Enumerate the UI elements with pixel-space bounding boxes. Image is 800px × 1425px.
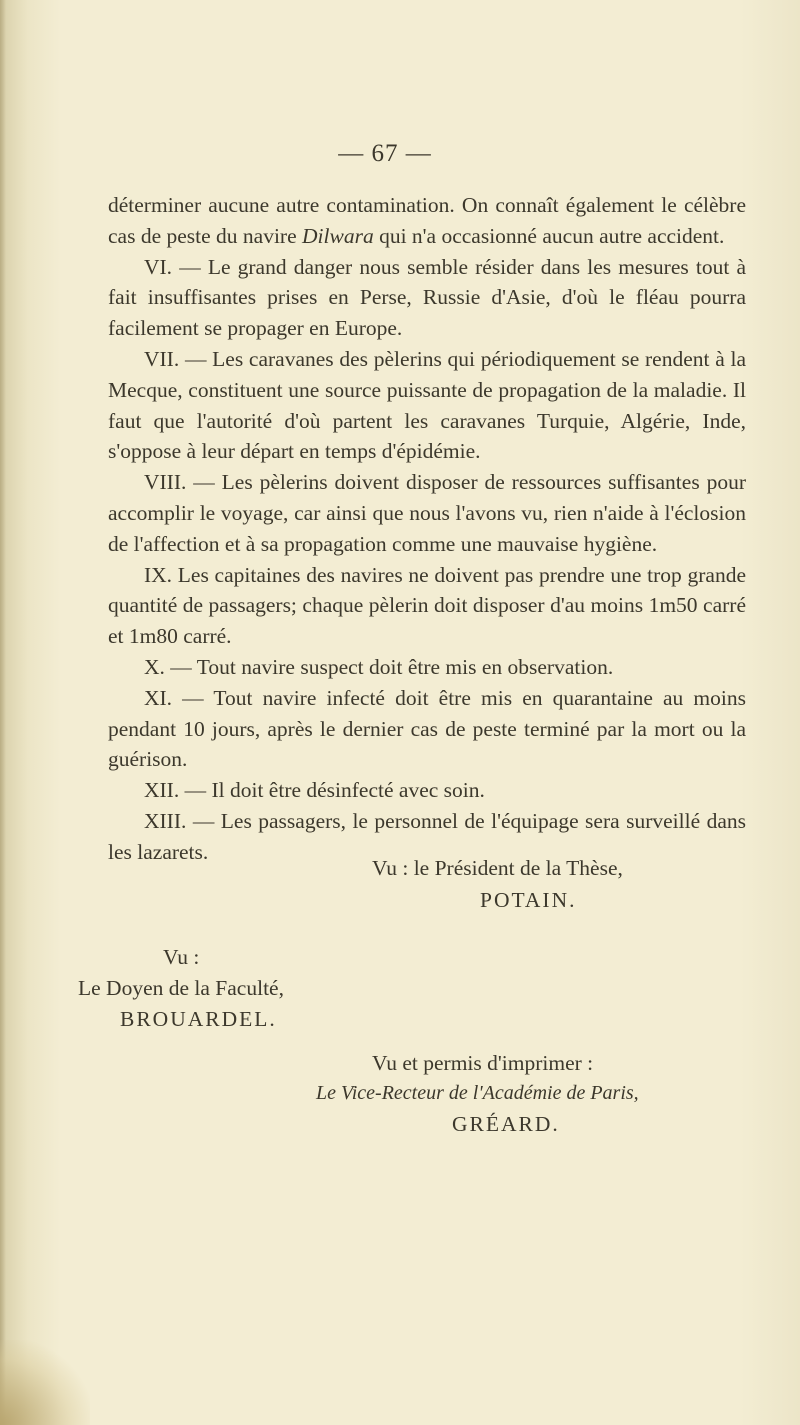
paragraph-vii: VII. — Les caravanes des pèlerins qui périodiquement se rendent à la Mecque, constituent une source puissante de propagation de la maladie. Il faut que l'autorité d'où partent les caravanes Turquie, Algérie, Inde, s'oppose à leur départ en temps d'épidémie. — [108, 346, 746, 464]
body-text — [108, 190, 746, 868]
paragraph-ix: IX. Les capitaines des navires ne doivent pas prendre une trop grande quantité de passagers; chaque pèlerin doit disposer d'au moins 1m50 carré et 1m80 carré. — [108, 562, 746, 649]
print-permission: Vu et permis d'imprimer : — [372, 1051, 594, 1075]
doyen-title: Le Doyen de la Faculté, — [78, 976, 284, 1000]
president-name: POTAIN. — [480, 888, 577, 912]
paragraph-viii: VIII. — Les pèlerins doivent disposer de ressources suffisantes pour accomplir le voyage, car ainsi que nous l'avons vu, rien n'aide à l'éclosion de l'affection et à sa propagation comme une mauvaise hygiène. — [108, 470, 746, 556]
paragraph-xii: XII. — Il doit être désinfecté avec soin. — [144, 778, 485, 803]
page-number: — 67 — — [338, 140, 432, 167]
vice-recteur-name: GRÉARD. — [452, 1112, 560, 1136]
doyen-name: BROUARDEL. — [120, 1007, 277, 1031]
paragraph-xi: XI. — Tout navire infecté doit être mis en quarantaine au moins pendant 10 jours, après le dernier cas de peste terminé par la mort ou la guérison. — [108, 685, 746, 772]
paragraph-x: X. — Tout navire suspect doit être mis en observation. — [144, 654, 614, 679]
paragraph-tail: qui n'a occasionné aucun autre accident. — [373, 223, 725, 248]
paragraph-vi: VI. — Le grand danger nous semble résider dans les mesures tout à fait insuffisantes prises en Perse, Russie d'Asie, d'où le fléau pourra facilement se propager en Europe. — [108, 254, 746, 341]
president-approval: Vu : le Président de la Thèse, — [372, 856, 623, 880]
vice-recteur-title: Le Vice-Recteur de l'Académie de Paris, — [316, 1082, 639, 1104]
page-edge-shadow — [0, 0, 6, 1425]
paragraph-continuation — [108, 190, 746, 252]
doyen-vu: Vu : — [163, 945, 200, 969]
corner-stain — [0, 1340, 90, 1425]
ship-name: Dilwara — [302, 223, 374, 248]
paragraph-text: déterminer aucune autre contamination. On connaît également le célèbre cas de peste du navire — [108, 193, 746, 248]
paragraph-xiii: XIII. — Les passagers, le personnel de l'équipage sera surveillé dans les lazarets. — [108, 808, 746, 864]
